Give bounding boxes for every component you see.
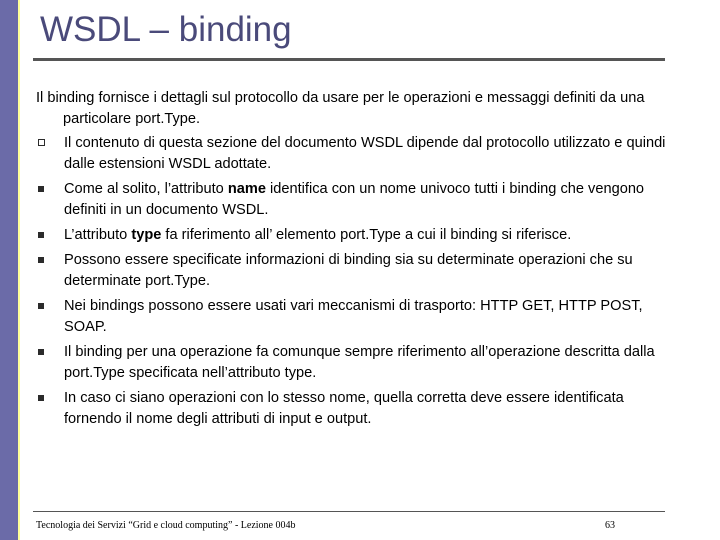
square-bullet-icon	[38, 395, 44, 401]
bullet-item	[36, 225, 684, 246]
page-number: 63	[605, 520, 615, 531]
left-sidebar-stripe	[0, 0, 18, 540]
slide-title: WSDL – binding	[40, 10, 292, 49]
bullet-text: Il contenuto di questa sezione del documento WSDL dipende dal protocollo utilizzato e quindi dalle estensioni WSDL adottate.	[64, 135, 666, 172]
bullet-item	[36, 388, 684, 430]
bullet-text: Come al solito, l’attributo	[64, 181, 228, 197]
bullet-item	[36, 179, 684, 221]
square-bullet-icon	[38, 349, 44, 355]
hollow-square-bullet-icon	[38, 139, 45, 146]
bullet-text: In caso ci siano operazioni con lo stesso nome, quella corretta deve essere identificata fornendo il nome degli attributi di input e output.	[64, 390, 624, 427]
bullet-bold-term: name	[227, 181, 266, 197]
footer-divider	[33, 511, 665, 512]
square-bullet-icon	[38, 186, 44, 192]
left-sidebar-accent	[18, 0, 20, 540]
bullet-text: Nei bindings possono essere usati vari meccanismi di trasporto: HTTP GET, HTTP POST, SOAP.	[64, 298, 643, 335]
bullet-item	[36, 296, 684, 338]
bullet-text: L’attributo	[64, 227, 132, 243]
bullet-item	[36, 342, 684, 384]
square-bullet-icon	[38, 232, 44, 238]
intro-paragraph: Il binding fornisce i dettagli sul protocollo da usare per le operazioni e messaggi definiti da una particolare port.Type.	[36, 90, 645, 127]
footer-caption: Tecnologia dei Servizi “Grid e cloud computing” - Lezione 004b	[36, 520, 296, 531]
bullet-item	[36, 250, 684, 292]
bullet-bold-term: type	[131, 227, 162, 243]
square-bullet-icon	[38, 257, 44, 263]
bullet-text: Possono essere specificate informazioni di binding sia su determinate operazioni che su determinate port.Type.	[64, 252, 633, 289]
bullet-text: Il binding per una operazione fa comunque sempre riferimento all’operazione descritta dalla port.Type specificata nell’attributo type.	[64, 344, 655, 381]
title-divider	[33, 58, 665, 61]
bullet-text: fa riferimento all’ elemento port.Type a cui il binding si riferisce.	[161, 227, 572, 243]
square-bullet-icon	[38, 303, 44, 309]
slide-content	[36, 88, 684, 434]
bullet-item	[36, 133, 684, 175]
bullet-text: identifica con un nome univoco tutti i binding che vengono definiti in un documento WSDL.	[64, 181, 645, 218]
